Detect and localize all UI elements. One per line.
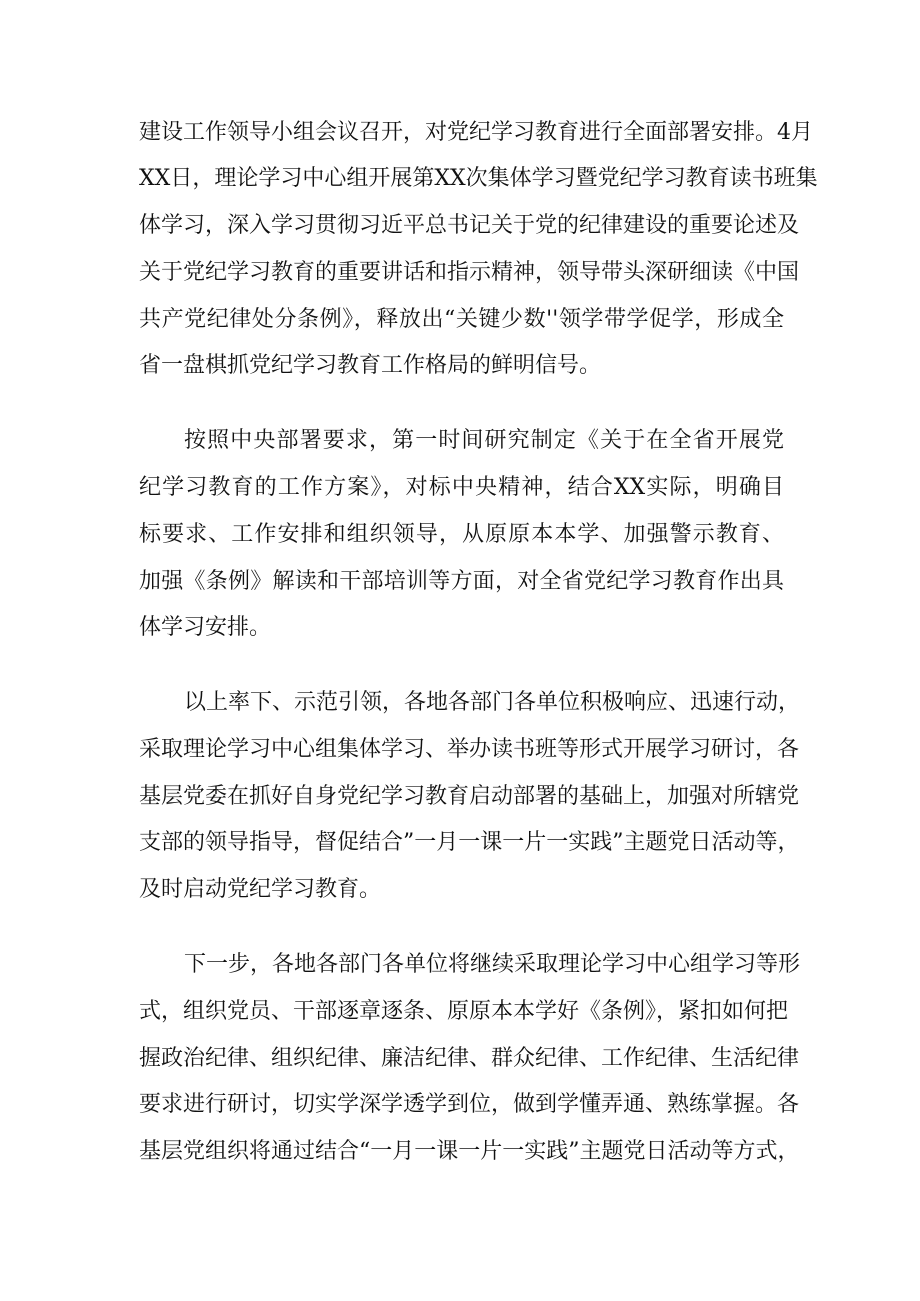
- text-line: 体学习，深入学习贯彻习近平总书记关于党的纪律建设的重要论述及: [139, 213, 800, 238]
- text-line: 基层党委在抓好自身党纪学习教育启动部署的基础上，加强对所辖党: [139, 784, 800, 809]
- text-line: 握政治纪律、组织纪律、廉洁纪律、群众纪律、工作纪律、生活纪律: [139, 1046, 800, 1071]
- text-line: 标要求、工作安排和组织领导，从原原本本学、加强警示教育、: [139, 522, 784, 547]
- text-line: XX日，理论学习中心组开展第XX次集体学习暨党纪学习教育读书班集: [139, 166, 818, 191]
- text-line: 省一盘棋抓党纪学习教育工作格局的鲜明信号。: [139, 353, 602, 378]
- text-line: 关于党纪学习教育的重要讲话和指示精神，领导带头深研细读《中国: [139, 260, 800, 285]
- text-line: 支部的领导指导，督促结合”一月一课一片一实践”主题党日活动等，: [139, 830, 800, 855]
- text-line: 加强《条例》解读和干部培训等方面，对全省党纪学习教育作出具: [139, 569, 784, 594]
- text-line: 体学习安排。: [139, 615, 272, 640]
- text-line: 共产党纪律处分条例》，释放出“关键少数''领学带学促学，形成全: [139, 307, 784, 332]
- text-line: 纪学习教育的工作方案》，对标中央精神，结合XX实际，明确目: [139, 475, 784, 500]
- text-line: 采取理论学习中心组集体学习、举办读书班等形式开展学习研讨，各: [139, 737, 800, 762]
- text-line: 建设工作领导小组会议召开，对党纪学习教育进行全面部署安排。4月: [139, 120, 813, 145]
- text-line: 按照中央部署要求，第一时间研究制定《关于在全省开展党: [184, 428, 784, 453]
- text-line: 及时启动党纪学习教育。: [139, 877, 382, 902]
- text-line: 以上率下、示范引领，各地各部门各单位积极响应、迅速行动，: [184, 690, 801, 715]
- text-line: 要求进行研讨，切实学深学透学到位，做到学懂弄通、熟练掌握。各: [139, 1092, 800, 1117]
- text-line: 基层党组织将通过结合“一月一课一片一实践”主题党日活动等方式，: [139, 1139, 800, 1164]
- text-line: 下一步，各地各部门各单位将继续采取理论学习中心组学习等形: [184, 952, 801, 977]
- text-line: 式，组织党员、干部逐章逐条、原原本本学好《条例》，紧扣如何把: [139, 999, 789, 1024]
